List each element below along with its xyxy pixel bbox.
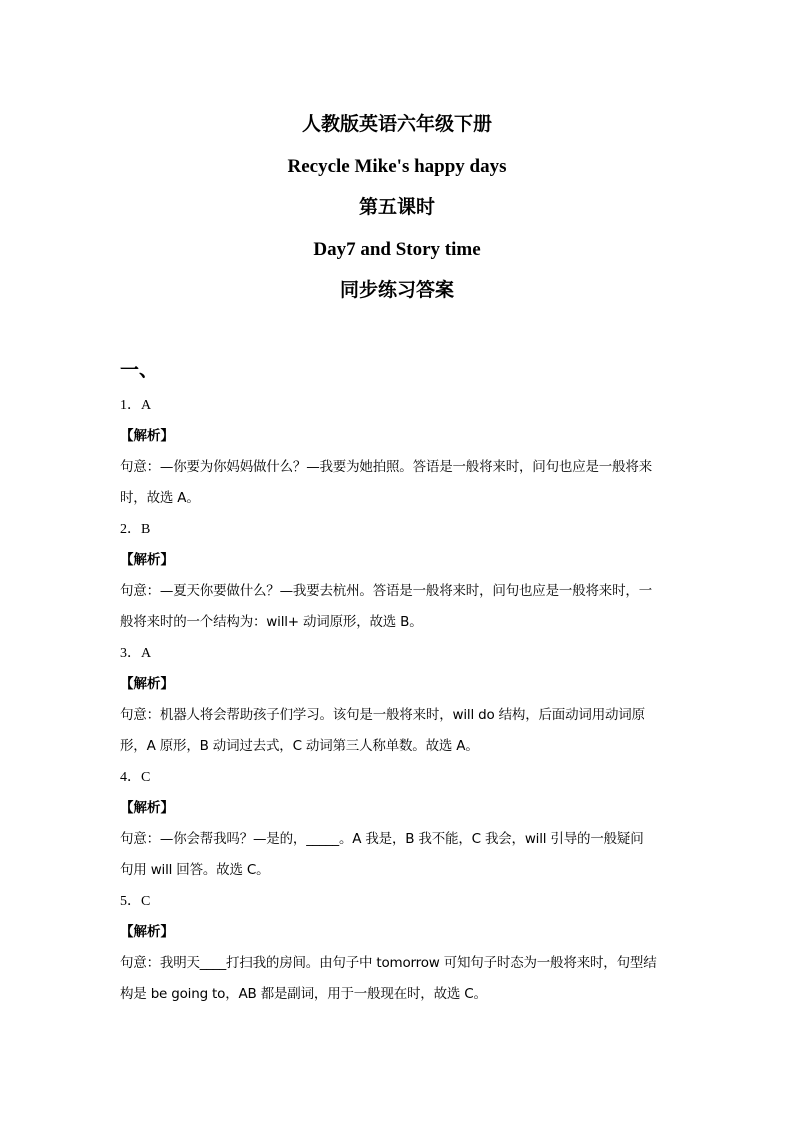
analysis-tag: 【解析】 — [120, 552, 174, 568]
analysis-text: 构是 be going to，AB 都是副词，用于一般现在时，故选 C。 — [120, 986, 487, 1002]
analysis-text: 句意：—你会帮我吗？—是的，_____。A 我是，B 我不能，C 我会，will 引导的一般疑问 — [120, 831, 644, 847]
answer-number: 3．A — [120, 646, 152, 661]
analysis-tag: 【解析】 — [120, 676, 174, 692]
answer-item — [120, 886, 680, 1010]
answer-number: 1．A — [120, 398, 152, 413]
section-heading: 一、 — [120, 359, 159, 381]
answer-item — [120, 762, 680, 886]
analysis-text: 句意：我明天____打扫我的房间。由句子中 tomorrow 可知句子时态为一般将来时，句型结 — [120, 955, 657, 971]
answer-number: 2．B — [120, 522, 151, 537]
analysis-tag: 【解析】 — [120, 924, 174, 940]
analysis-text: 句用 will 回答。故选 C。 — [120, 862, 270, 878]
answer-item — [120, 638, 680, 762]
answer-number: 4．C — [120, 770, 151, 785]
analysis-text: 句意：—夏天你要做什么？—我要去杭州。答语是一般将来时，问句也应是一般将来时，一 — [120, 583, 652, 599]
answer-key-title: 同步练习答案 — [339, 280, 454, 301]
answer-item — [120, 514, 680, 638]
analysis-tag: 【解析】 — [120, 800, 174, 816]
analysis-text: 句意：—你要为你妈妈做什么？—我要为她拍照。答语是一般将来时，问句也应是一般将来 — [120, 459, 652, 475]
analysis-text: 句意：机器人将会帮助孩子们学习。该句是一般将来时，will do 结构，后面动词用动词原 — [120, 707, 645, 723]
analysis-tag: 【解析】 — [120, 428, 174, 444]
unit-title: Recycle Mike's happy days — [287, 155, 507, 177]
textbook-title: 人教版英语六年级下册 — [301, 114, 492, 135]
analysis-text: 般将来时的一个结构为：will+ 动词原形，故选 B。 — [120, 614, 423, 630]
analysis-text: 形，A 原形，B 动词过去式，C 动词第三人称单数。故选 A。 — [120, 738, 479, 754]
answer-item — [120, 390, 680, 514]
lesson-title: Day7 and Story time — [313, 238, 481, 260]
analysis-text: 时，故选 A。 — [120, 490, 200, 506]
title-block — [0, 104, 794, 312]
answer-number: 5．C — [120, 894, 151, 909]
lesson-number: 第五课时 — [358, 197, 435, 218]
answer-list — [120, 390, 680, 1010]
